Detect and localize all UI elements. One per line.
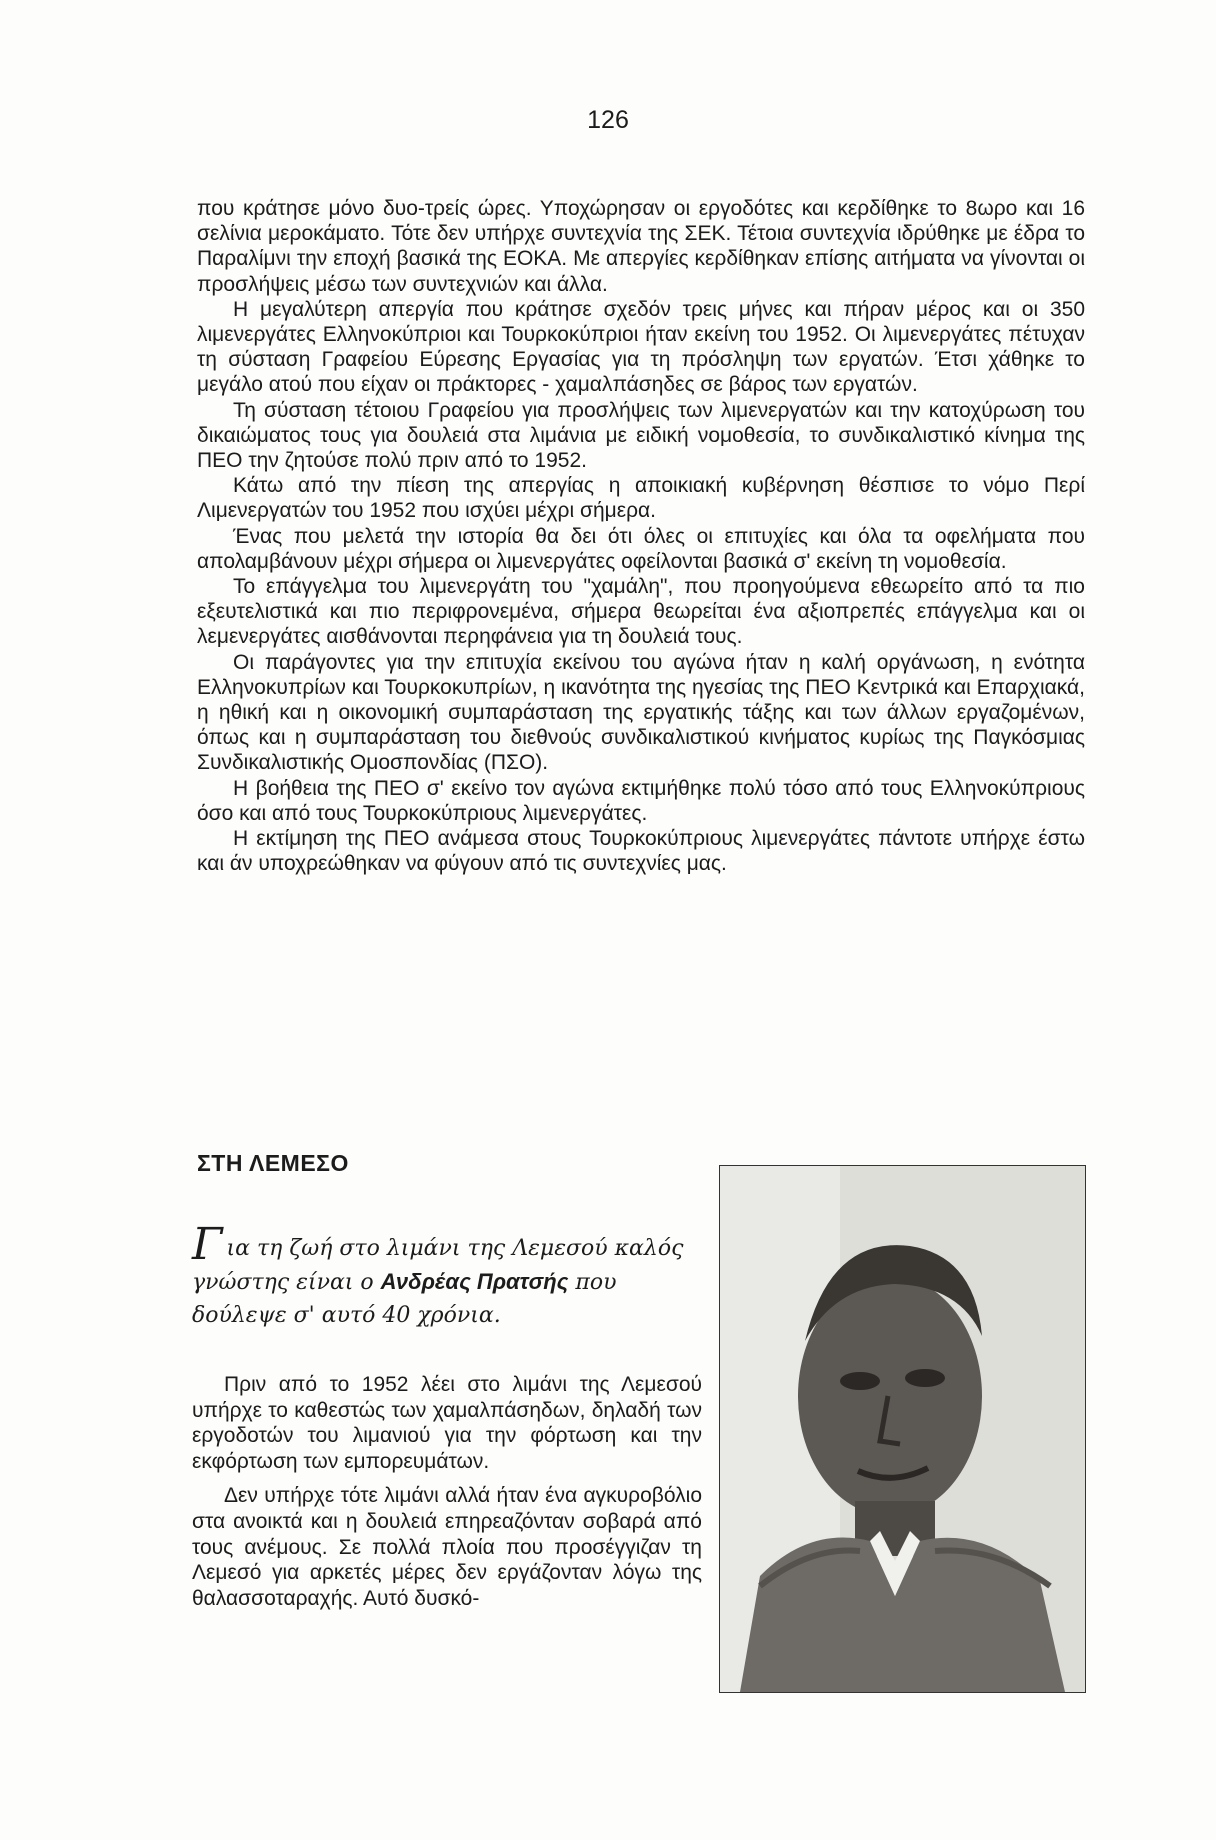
main-text xyxy=(197,196,1085,876)
paragraph: Η μεγαλύτερη απεργία που κράτησε σχεδόν τρεις μήνες και πήραν μέρος και οι 350 λιμενεργάτες Ελληνοκύπριοι και Τουρκοκύπριοι ήταν εκείνη του 1952. Οι λιμενεργάτες πέτυχαν τη σύσταση Γραφείου Εύρεσης Εργασίας για τη πρόσληψη των εργατών. Έτσι χάθηκε το μεγάλο ατού που είχαν οι πράκτορες - χαμαλπάσηδες σε βάρος των εργατών. xyxy=(197,297,1085,397)
paragraph: Η εκτίμηση της ΠΕΟ ανάμεσα στους Τουρκοκύπριους λιμενεργάτες πάντοτε υπήρχε έστω και άν υποχρεώθηκαν να φύγουν από τις συντεχνίες μας. xyxy=(197,827,1085,876)
drop-cap: Γ xyxy=(192,1219,223,1270)
intro-text-end: που δούλεψε σ' αυτό 40 χρόνια. xyxy=(192,1270,617,1328)
paragraph: Τη σύσταση τέτοιου Γραφείου για προσλήψεις των λιμενεργατών και την κατοχύρωση του δικαιώματος τους για δουλειά στα λιμάνια με ειδική νομοθεσία, το συνδικαλιστικό κίνημα της ΠΕΟ την ζητούσε πολύ πριν από το 1952. xyxy=(197,398,1085,473)
page-number: 126 xyxy=(587,106,629,134)
paragraph: που κράτησε μόνο δυο-τρείς ώρες. Υποχώρησαν οι εργοδότες και κερδίθηκε το 8ωρο και 16 σελίνια μεροκάματο. Τότε δεν υπήρχε συντεχνία της ΣΕΚ. Τέτοια συντεχνία ιδρύθηκε με έδρα το Παραλίμνι την εποχή βασικά της ΕΟΚΑ. Με απεργίες κερδίθηκαν επίσης αιτήματα να γίνονται οι προσλήψεις μέσω των συντεχνιών και άλλα. xyxy=(197,197,1085,296)
paragraph: Κάτω από την πίεση της απεργίας η αποικιακή κυβέρνηση θέσπισε το νόμο Περί Λιμενεργατών του 1952 που ισχύει μέχρι σήμερα. xyxy=(197,474,1085,523)
paragraph: Το επάγγελμα του λιμενεργάτη του "χαμάλη", που προηγούμενα εθεωρείτο από τα πιο εξευτελιστικά και πιο περιφρονεμένα, σήμερα θεωρείται ένα αξιοπρεπές επάγγελμα και οι λεμενεργάτες αισθάνονται περηφάνεια για τη δουλειά τους. xyxy=(197,575,1085,649)
intro-text-start: ια τη ζωή στο λιμάνι της Λεμεσού καλός γνώστης είναι ο xyxy=(192,1236,684,1295)
section-text xyxy=(192,1372,702,1620)
section-heading: ΣΤΗ ΛΕΜΕΣΟ xyxy=(197,1150,349,1176)
portrait-illustration xyxy=(720,1166,1085,1692)
paragraph: Οι παράγοντες για την επιτυχία εκείνου του αγώνα ήταν η καλή οργάνωση, η ενότητα Ελληνοκυπρίων και Τουρκοκυπρίων, η ικανότητα της ηγεσίας της ΠΕΟ Κεντρικά και Επαρχιακά, η ηθική και η οικονομική συμπαράσταση της εργατικής τάξης και των άλλων εργαζομένων, όπως και η συμπαράσταση του διεθνούς συνδικαλιστικού κινήματος κυρίως της Παγκόσμιας Συνδικαλιστικής Ομοσπονδίας (ΠΣΟ). xyxy=(197,650,1085,775)
paragraph: Η βοήθεια της ΠΕΟ σ' εκείνο τον αγώνα εκτιμήθηκε πολύ τόσο από τους Ελληνοκύπριους όσο και από τους Τουρκοκύπριους λιμενεργάτες. xyxy=(197,776,1085,825)
paragraph: Δεν υπήρχε τότε λιμάνι αλλά ήταν ένα αγκυροβόλιο στα ανοικτά και η δουλειά επηρεαζόνταν σοβαρά από τους ανέμους. Σε πολλά πλοία που προσέγγιζαν τη Λεμεσό για αρκετές μέρες δεν εργάζονταν λόγω της θαλασσοταραχής. Αυτό δυσκό- xyxy=(192,1484,702,1610)
paragraph: Ένας που μελετά την ιστορία θα δει ότι όλες οι επιτυχίες και όλα τα οφελήματα που απολαμβάνουν μέχρι σήμερα οι λιμενεργάτες οφείλονται βασικά σ' εκείνη τη νομοθεσία. xyxy=(197,524,1085,573)
interviewee-name: Ανδρέας Πρατσής xyxy=(380,1269,569,1294)
portrait-photo xyxy=(719,1165,1086,1693)
paragraph: Πριν από το 1952 λέει στο λιμάνι της Λεμεσού υπήρχε το καθεστώς των χαμαλπάσηδων, δηλαδή των εργοδοτών του λιμανιού για την φόρτωση και την εκφόρτωση των εμπορευμάτων. xyxy=(192,1373,702,1473)
section-intro xyxy=(192,1219,702,1332)
